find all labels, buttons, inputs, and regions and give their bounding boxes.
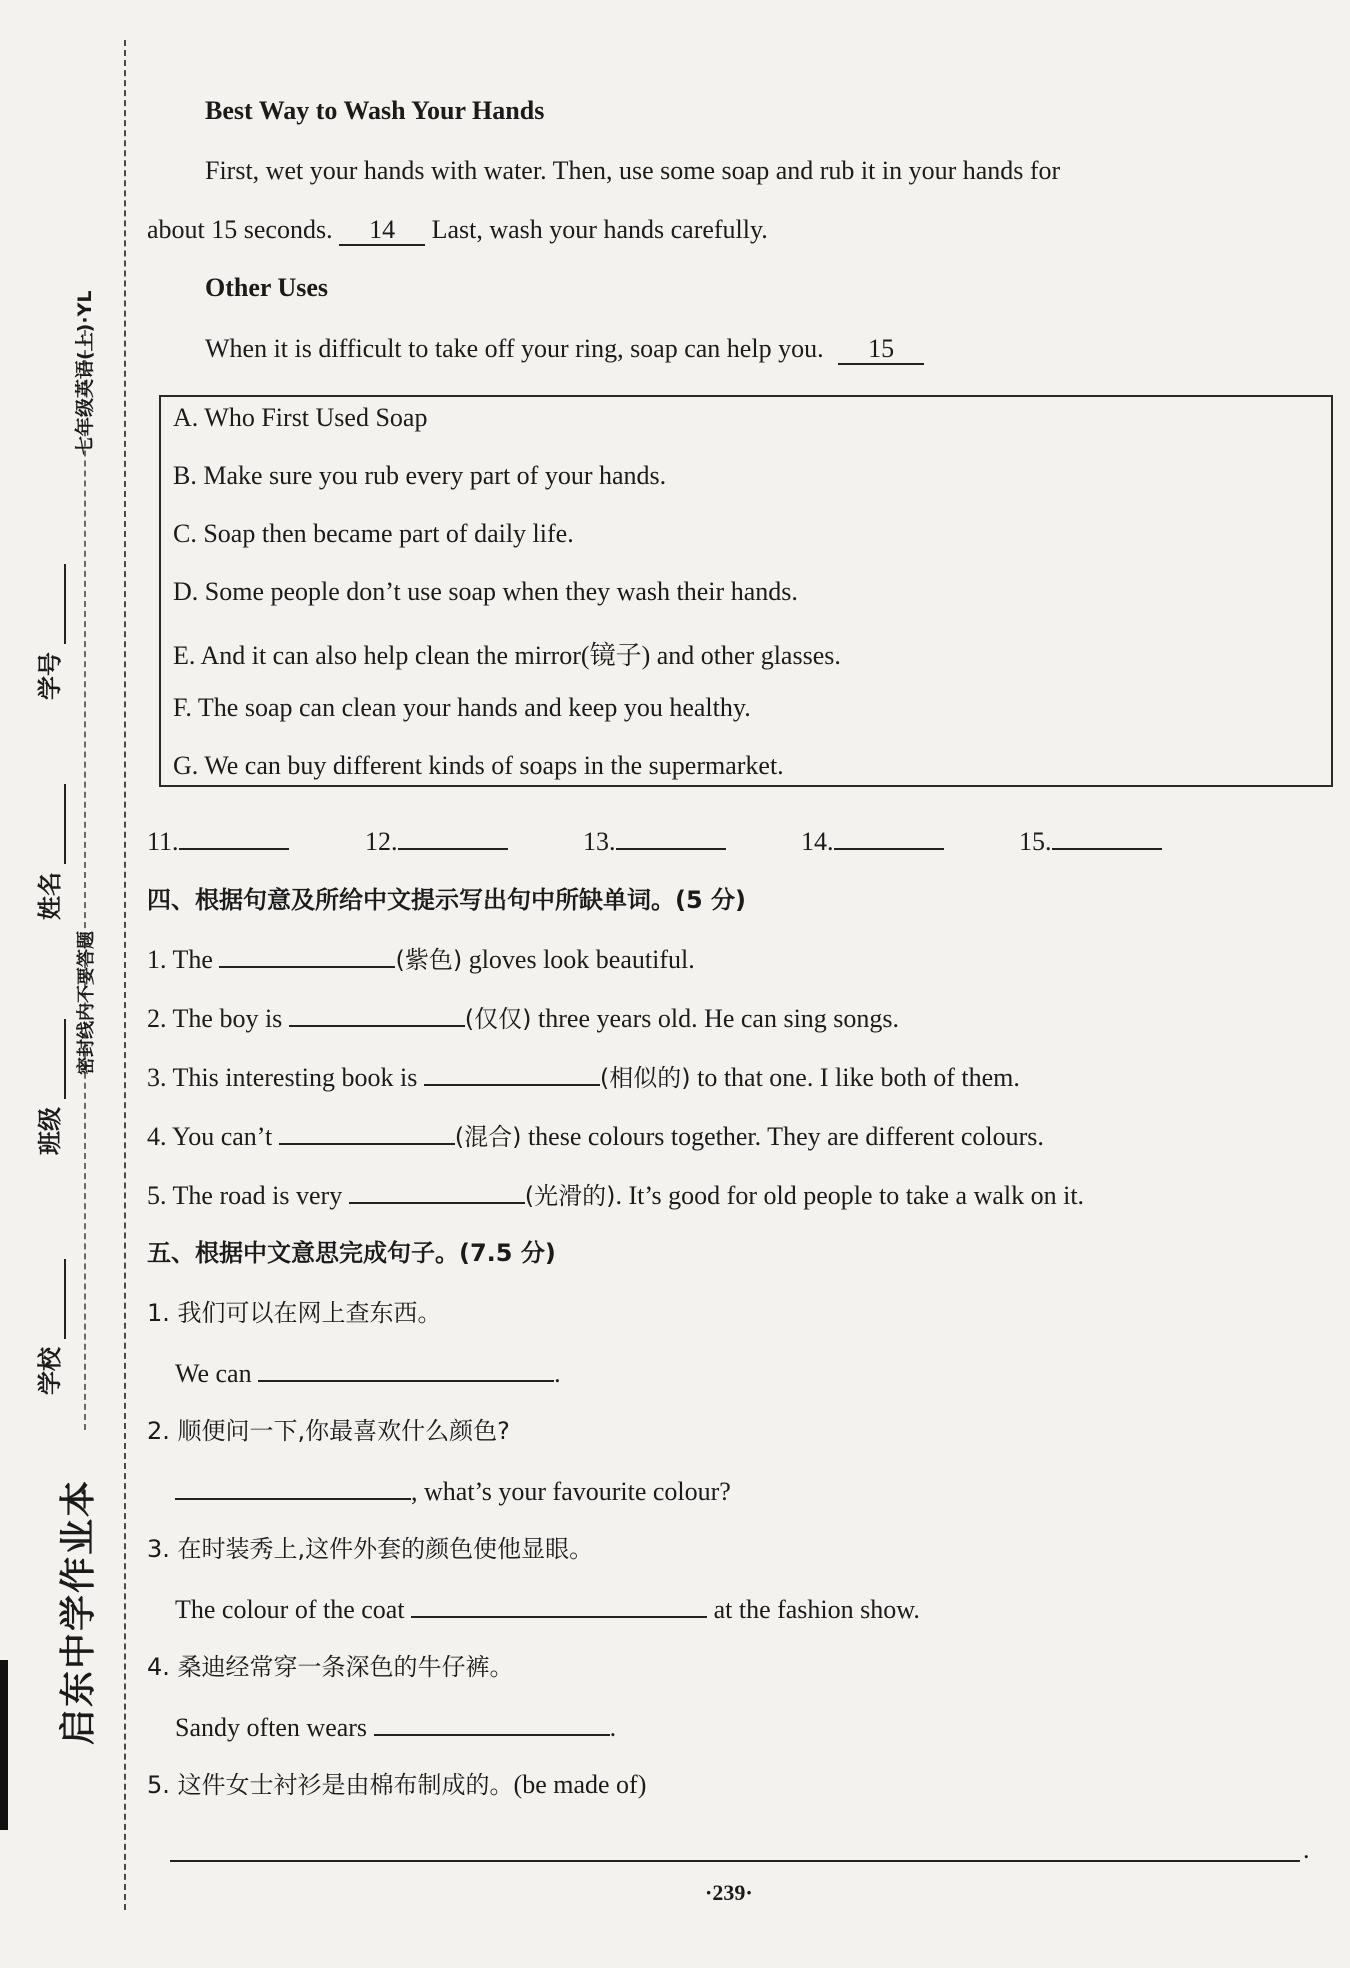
edge-mark bbox=[0, 1660, 8, 1830]
answer-blank[interactable] bbox=[1052, 820, 1162, 850]
student-id-label: 学号 bbox=[36, 652, 64, 700]
answer-label: 12. bbox=[365, 827, 398, 856]
edition-label: 七年级英语(上)·YL bbox=[74, 290, 96, 455]
en-before: We can bbox=[175, 1359, 252, 1388]
answer-11[interactable] bbox=[147, 820, 289, 857]
option-b: B. Make sure you rub every part of your hands. bbox=[173, 461, 667, 490]
seal-note: 密封线内不要答题 bbox=[76, 931, 97, 1075]
option-e: E. And it can also help clean the mirror(镜子) and other glasses. bbox=[173, 641, 841, 670]
part4-item-5 bbox=[147, 1174, 1084, 1211]
part5-cn-2: 2. 顺便问一下,你最喜欢什么颜色? bbox=[147, 1417, 510, 1445]
en-before: Sandy often wears bbox=[175, 1713, 368, 1742]
part5-blank-5[interactable] bbox=[170, 1860, 1300, 1862]
option-f: F. The soap can clean your hands and keep you healthy. bbox=[173, 693, 751, 722]
para1-after: Last, wash your hands carefully. bbox=[431, 215, 768, 244]
binding-margin bbox=[0, 0, 135, 1968]
answer-row bbox=[147, 820, 1327, 860]
answer-label: 14. bbox=[801, 827, 834, 856]
blank-15[interactable]: 15 bbox=[838, 335, 924, 365]
answer-14[interactable] bbox=[801, 820, 944, 857]
student-id-field[interactable] bbox=[30, 564, 66, 700]
answer-blank[interactable] bbox=[179, 820, 289, 850]
school-label: 学校 bbox=[36, 1347, 64, 1395]
answer-label: 11. bbox=[147, 827, 179, 856]
answer-12[interactable] bbox=[365, 820, 508, 857]
book-title: 启东中学作业本 bbox=[58, 1478, 99, 1745]
item-before: 3. This interesting book is bbox=[147, 1063, 418, 1092]
option-d: D. Some people don’t use soap when they wash their hands. bbox=[173, 577, 798, 606]
part5-blank-2[interactable] bbox=[175, 1470, 411, 1500]
seal-dashed-line bbox=[124, 40, 126, 1910]
part4-title: 四、根据句意及所给中文提示写出句中所缺单词。(5 分) bbox=[147, 886, 746, 914]
class-label: 班级 bbox=[36, 1107, 64, 1155]
answer-label: 13. bbox=[583, 827, 616, 856]
item-after: these colours together. They are different colours. bbox=[527, 1122, 1044, 1151]
para1-before: about 15 seconds. bbox=[147, 215, 333, 244]
answer-blank[interactable] bbox=[834, 820, 944, 850]
para2-text: When it is difficult to take off your ring, soap can help you. bbox=[205, 334, 824, 363]
school-field[interactable] bbox=[30, 1259, 66, 1395]
cn-sentence: 5. 这件女士衬衫是由棉布制成的。 bbox=[147, 1771, 514, 1799]
blank-14[interactable]: 14 bbox=[339, 216, 425, 246]
item-hint: (仅仅) bbox=[464, 1005, 532, 1033]
part4-item-2 bbox=[147, 997, 899, 1034]
final-period: . bbox=[1303, 1835, 1310, 1864]
part5-blank-1[interactable] bbox=[258, 1352, 554, 1382]
para1-line2 bbox=[147, 215, 768, 246]
part4-item-3 bbox=[147, 1056, 1020, 1093]
inner-dashed-line bbox=[84, 330, 86, 1430]
part5-title: 五、根据中文意思完成句子。(7.5 分) bbox=[147, 1239, 556, 1267]
answer-15[interactable] bbox=[1019, 820, 1162, 857]
name-field[interactable] bbox=[30, 784, 66, 920]
option-c: C. Soap then became part of daily life. bbox=[173, 519, 574, 548]
part5-cn-4: 4. 桑迪经常穿一条深色的牛仔裤。 bbox=[147, 1653, 514, 1681]
options-box bbox=[159, 395, 1333, 787]
en-after: at the fashion show. bbox=[713, 1595, 920, 1624]
heading-other-uses: Other Uses bbox=[205, 273, 329, 302]
answer-blank[interactable] bbox=[616, 820, 726, 850]
item-after: . It’s good for old people to take a walk on it. bbox=[615, 1181, 1085, 1210]
school-blank[interactable] bbox=[36, 1259, 66, 1339]
item-before: 4. You can’t bbox=[147, 1122, 273, 1151]
part5-cn-1: 1. 我们可以在网上查东西。 bbox=[147, 1299, 442, 1327]
item-after: three years old. He can sing songs. bbox=[538, 1004, 900, 1033]
item-hint: (紫色) bbox=[395, 946, 463, 974]
name-label: 姓名 bbox=[36, 872, 64, 920]
part5-blank-4[interactable] bbox=[374, 1706, 610, 1736]
part5-en-1 bbox=[175, 1352, 561, 1389]
option-a: A. Who First Used Soap bbox=[173, 403, 428, 432]
class-blank[interactable] bbox=[36, 1019, 66, 1099]
part4-blank-3[interactable] bbox=[424, 1056, 600, 1086]
en-after: . bbox=[609, 1713, 617, 1742]
part4-blank-4[interactable] bbox=[279, 1115, 455, 1145]
item-before: 1. The bbox=[147, 945, 213, 974]
en-after: , what’s your favourite colour? bbox=[411, 1477, 731, 1506]
part5-cn-3: 3. 在时装秀上,这件外套的颜色使他显眼。 bbox=[147, 1535, 594, 1563]
item-before: 5. The road is very bbox=[147, 1181, 343, 1210]
en-after: . bbox=[554, 1359, 561, 1388]
heading-best-way: Best Way to Wash Your Hands bbox=[205, 96, 545, 125]
part5-blank-3[interactable] bbox=[411, 1588, 707, 1618]
para1-line1: First, wet your hands with water. Then, use some soap and rub it in your hands for bbox=[205, 156, 1061, 185]
option-g: G. We can buy different kinds of soaps in the supermarket. bbox=[173, 751, 784, 780]
name-blank[interactable] bbox=[36, 784, 66, 864]
part4-item-1 bbox=[147, 938, 695, 975]
class-field[interactable] bbox=[30, 1019, 66, 1155]
item-hint: (光滑的) bbox=[524, 1182, 616, 1210]
page-number: ·239· bbox=[705, 1880, 753, 1905]
answer-blank[interactable] bbox=[398, 820, 508, 850]
en-before: The colour of the coat bbox=[175, 1595, 405, 1624]
part5-en-3 bbox=[175, 1588, 920, 1625]
item-after: to that one. I like both of them. bbox=[697, 1063, 1020, 1092]
part5-en-2 bbox=[175, 1470, 731, 1507]
student-id-blank[interactable] bbox=[36, 564, 66, 644]
item-before: 2. The boy is bbox=[147, 1004, 283, 1033]
part4-item-4 bbox=[147, 1115, 1044, 1152]
answer-13[interactable] bbox=[583, 820, 726, 857]
part4-blank-2[interactable] bbox=[289, 997, 465, 1027]
item-after: gloves look beautiful. bbox=[468, 945, 695, 974]
part4-blank-1[interactable] bbox=[219, 938, 395, 968]
cn-hint: (be made of) bbox=[513, 1770, 647, 1799]
part5-en-4 bbox=[175, 1706, 616, 1743]
part5-cn-5 bbox=[147, 1765, 646, 1800]
part4-blank-5[interactable] bbox=[349, 1174, 525, 1204]
item-hint: (相似的) bbox=[599, 1064, 691, 1092]
para2 bbox=[205, 334, 924, 365]
answer-label: 15. bbox=[1019, 827, 1052, 856]
item-hint: (混合) bbox=[454, 1123, 522, 1151]
